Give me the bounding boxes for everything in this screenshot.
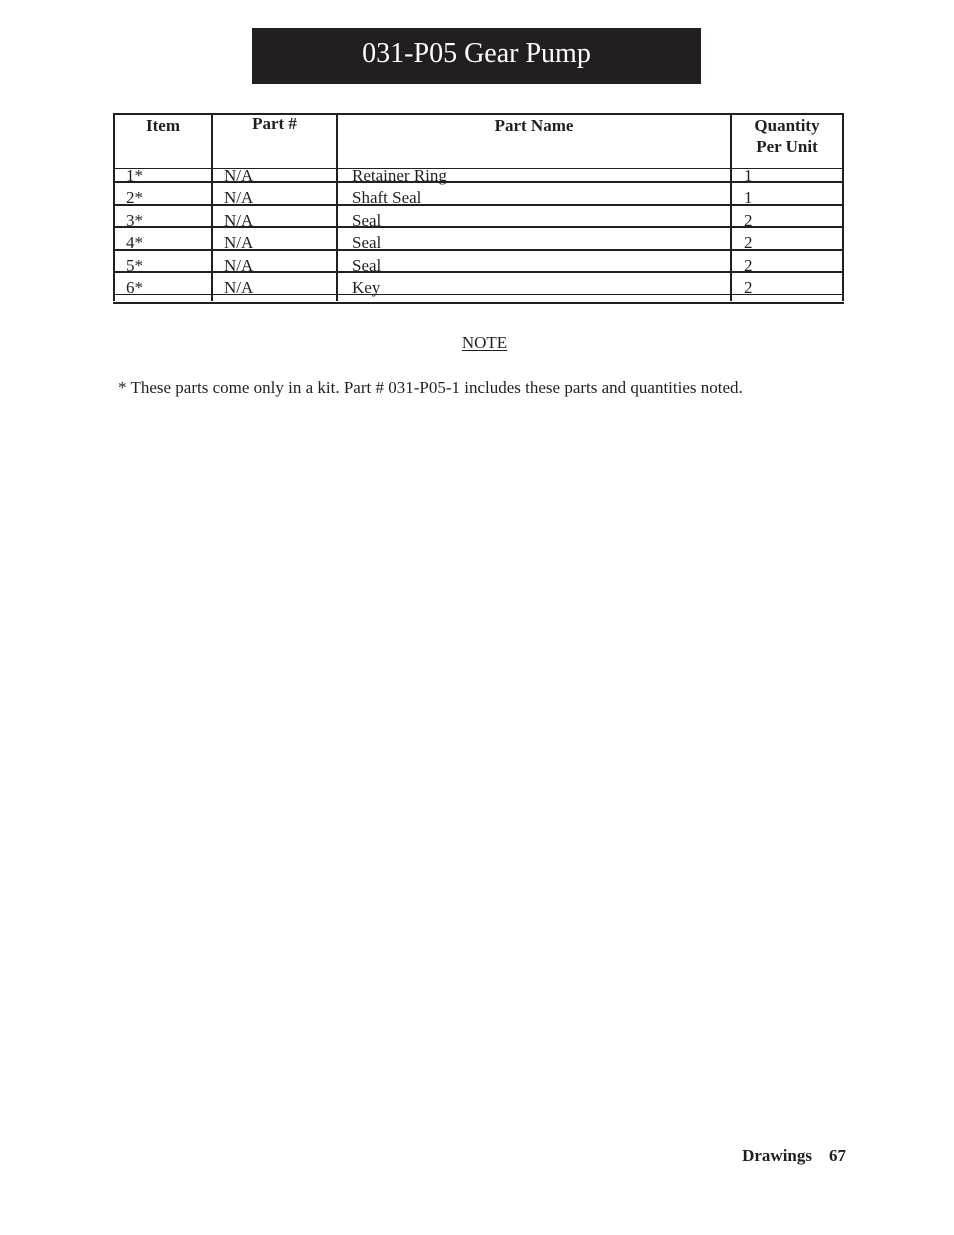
table-bottom-border xyxy=(113,302,844,304)
table-cell-part-number: N/A xyxy=(224,233,254,252)
table-cell-item: 4* xyxy=(126,233,143,252)
table-cell-item: 1* xyxy=(126,166,143,185)
column-header-quantity: Per Unit xyxy=(756,137,818,156)
row-divider xyxy=(113,181,844,183)
page-footer xyxy=(742,1146,846,1166)
table-cell-part-name: Shaft Seal xyxy=(352,188,422,207)
note-text: * These parts come only in a kit. Part # 031-P05-1 includes these parts and quantities noted. xyxy=(118,378,743,397)
row-divider xyxy=(113,271,844,273)
row-divider xyxy=(113,294,844,295)
column-header-part-number: Part # xyxy=(252,114,297,133)
note-heading: NOTE xyxy=(461,333,508,352)
table-cell-item: 6* xyxy=(126,278,143,297)
row-divider xyxy=(113,226,844,228)
table-cell-quantity: 2 xyxy=(744,278,753,297)
table-cell-quantity: 1 xyxy=(744,188,753,207)
parts-table xyxy=(113,113,844,305)
table-cell-quantity: 2 xyxy=(744,256,753,275)
table-cell-part-name: Seal xyxy=(352,233,382,252)
row-divider xyxy=(113,168,844,169)
footer-section-label: Drawings xyxy=(742,1146,812,1165)
table-cell-part-name: Seal xyxy=(352,211,382,230)
table-cell-item: 2* xyxy=(126,188,143,207)
table-cell-quantity: 1 xyxy=(744,166,753,185)
table-cell-part-number: N/A xyxy=(224,256,254,275)
row-divider xyxy=(113,204,844,206)
table-cell-quantity: 2 xyxy=(744,233,753,252)
table-cell-part-number: N/A xyxy=(224,166,254,185)
column-header-item: Item xyxy=(146,116,180,135)
table-cell-part-name: Seal xyxy=(352,256,382,275)
table-cell-quantity: 2 xyxy=(744,211,753,230)
table-cell-part-name: Key xyxy=(352,278,381,297)
column-header-quantity: Quantity xyxy=(754,116,820,135)
column-header-part-name: Part Name xyxy=(494,116,574,135)
table-cell-part-number: N/A xyxy=(224,278,254,297)
page-title: 031-P05 Gear Pump xyxy=(252,28,701,84)
row-divider xyxy=(113,249,844,251)
table-cell-part-name: Retainer Ring xyxy=(352,166,447,185)
table-cell-item: 5* xyxy=(126,256,143,275)
table-cell-item: 3* xyxy=(126,211,143,230)
table-cell-part-number: N/A xyxy=(224,188,254,207)
page-number: 67 xyxy=(829,1146,846,1165)
table-cell-part-number: N/A xyxy=(224,211,254,230)
